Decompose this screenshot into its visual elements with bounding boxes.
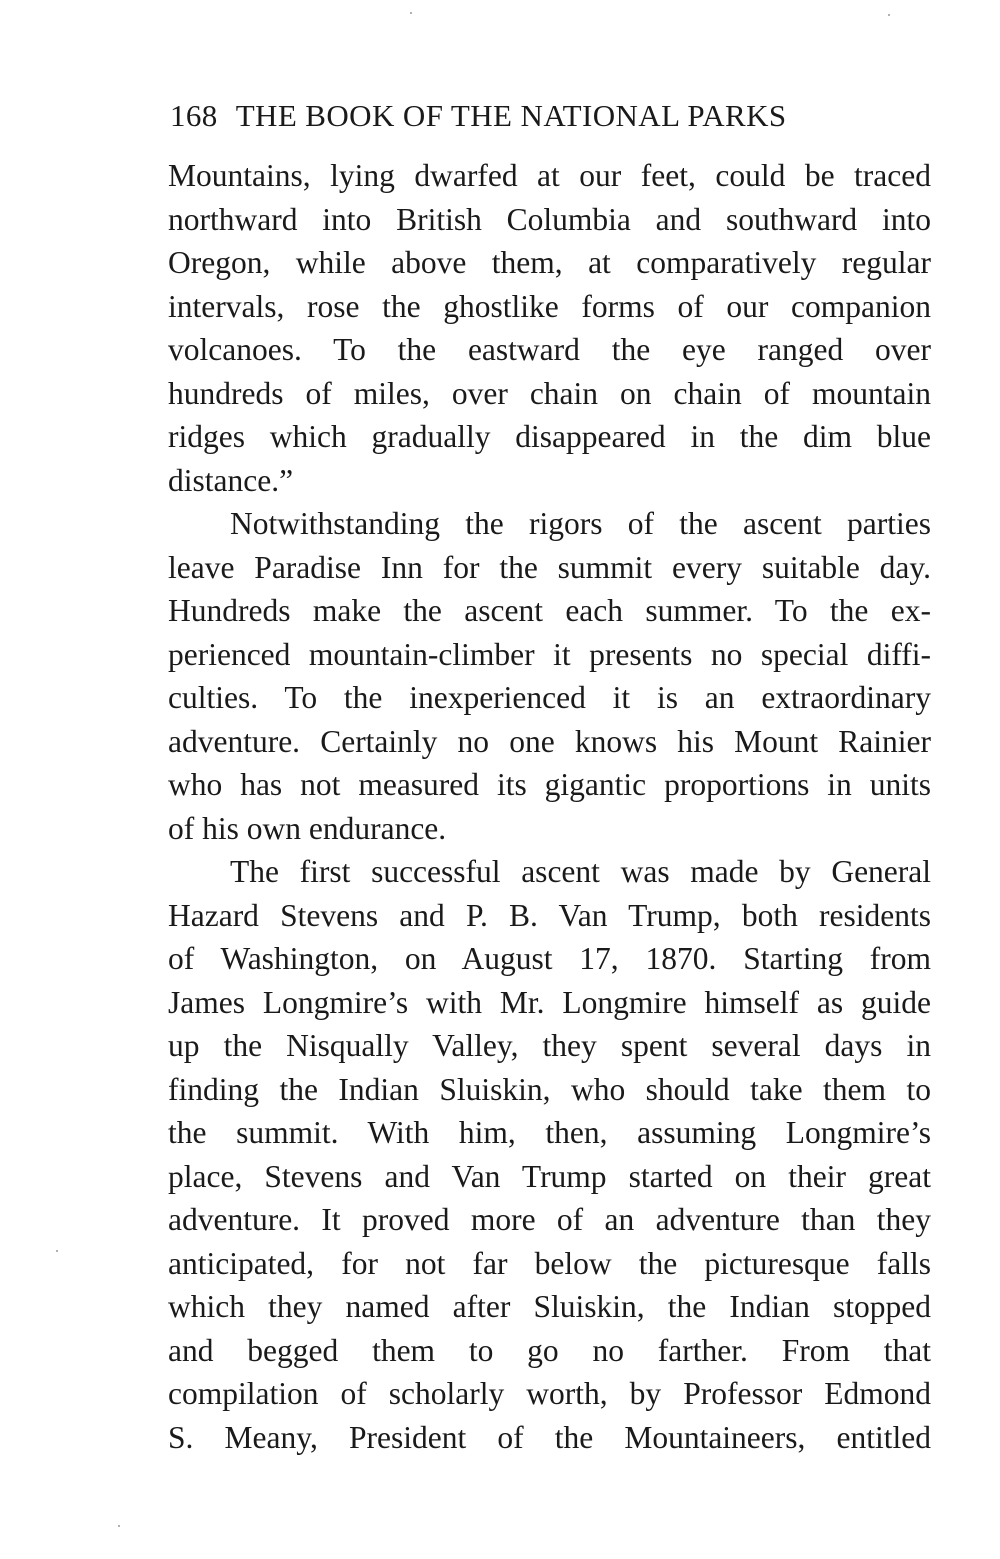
text-line: leave Paradise Inn for the summit every suitable day. xyxy=(168,549,931,585)
body-text xyxy=(168,154,931,1459)
text-line: S. Meany, President of the Mountaineers, entitled xyxy=(168,1419,931,1455)
text-line: The first successful ascent was made by General xyxy=(230,854,931,889)
scan-speck xyxy=(888,14,890,16)
text-line: Hazard Stevens and P. B. Van Trump, both residents xyxy=(168,897,931,933)
text-line: Mountains, lying dwarfed at our feet, could be traced xyxy=(168,158,931,193)
paragraph-first-ascent xyxy=(168,850,931,1459)
text-line: and begged them to go no farther. From that xyxy=(168,1332,931,1368)
text-line: compilation of scholarly worth, by Professor Edmond xyxy=(168,1376,931,1411)
scan-speck xyxy=(118,1525,120,1527)
text-line: volcanoes. To the eastward the eye ranged over xyxy=(168,332,931,367)
text-line: of his own endurance. xyxy=(168,810,447,846)
text-line: the summit. With him, then, assuming Longmire’s xyxy=(168,1115,931,1150)
text-line: James Longmire’s with Mr. Longmire himself as guide xyxy=(168,984,931,1020)
text-line: anticipated, for not far below the picturesque falls xyxy=(168,1245,931,1281)
text-line: perienced mountain-climber it presents no special diffi- xyxy=(168,636,931,672)
text-line: who has not measured its gigantic proportions in units xyxy=(168,767,931,802)
text-line: of Washington, on August 17, 1870. Starting from xyxy=(168,941,931,976)
text-line: culties. To the inexperienced it is an extraordinary xyxy=(168,680,931,715)
text-line: Notwithstanding the rigors of the ascent parties xyxy=(230,506,931,541)
text-line: northward into British Columbia and southward into xyxy=(168,201,931,237)
text-line: place, Stevens and Van Trump started on their great xyxy=(168,1158,931,1194)
running-header xyxy=(170,96,932,136)
text-line: adventure. Certainly no one knows his Mount Rainier xyxy=(168,723,931,759)
text-line: intervals, rose the ghostlike forms of our companion xyxy=(168,288,931,324)
text-line: distance.” xyxy=(168,462,294,498)
text-line: adventure. It proved more of an adventure than they xyxy=(168,1202,931,1237)
scan-speck xyxy=(410,12,412,14)
running-title: THE BOOK OF THE NATIONAL PARKS xyxy=(235,98,787,133)
text-line: up the Nisqually Valley, they spent several days in xyxy=(168,1028,931,1063)
text-line: which they named after Sluiskin, the Indian stopped xyxy=(168,1289,931,1324)
page-number: 168 xyxy=(170,98,218,133)
text-line: Hundreds make the ascent each summer. To the ex- xyxy=(168,593,931,628)
text-line: Oregon, while above them, at comparatively regular xyxy=(168,245,931,280)
scan-speck xyxy=(56,1250,58,1252)
paragraph-quote-end xyxy=(168,154,931,502)
paragraph-ascent-parties xyxy=(168,502,931,850)
text-line: finding the Indian Sluiskin, who should take them to xyxy=(168,1071,931,1107)
text-line: ridges which gradually disappeared in the dim blue xyxy=(168,419,931,454)
text-line: hundreds of miles, over chain on chain of mountain xyxy=(168,375,931,411)
